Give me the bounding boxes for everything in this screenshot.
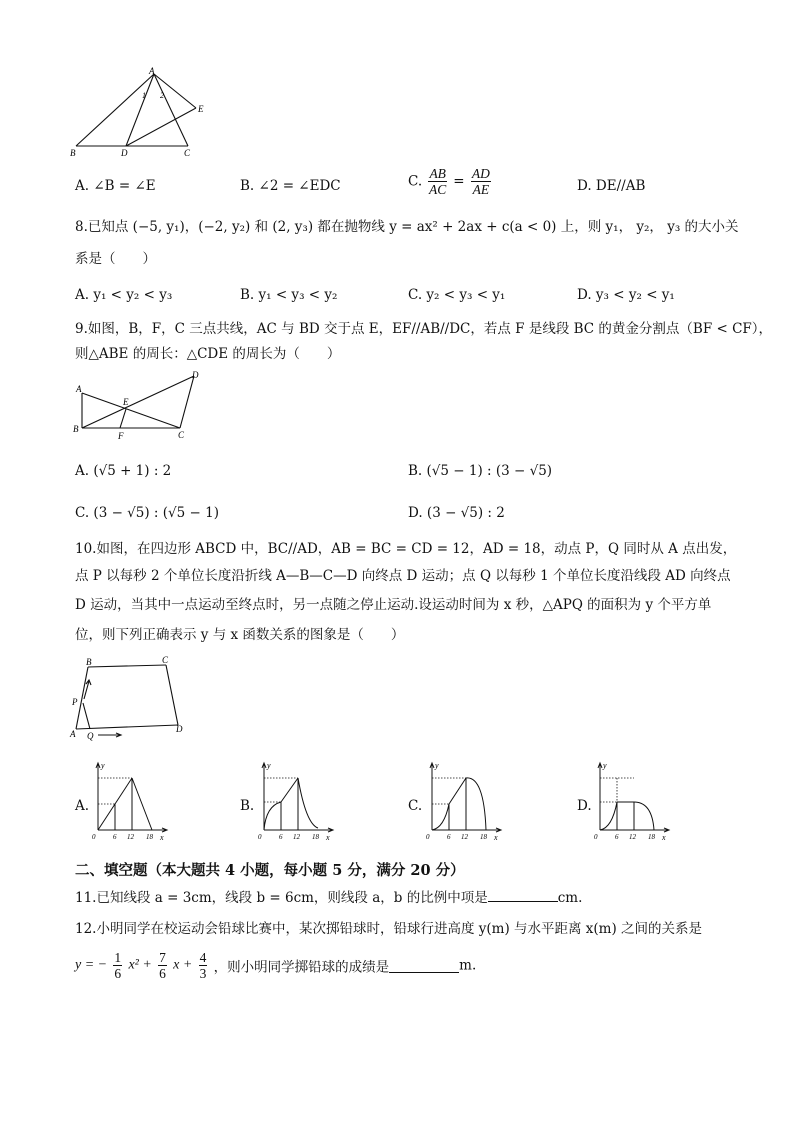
q7-option-c-frac2 xyxy=(471,166,491,197)
q10-graph-option-c-label[interactable]: C. xyxy=(408,798,423,814)
graph-x-label: x xyxy=(662,833,666,842)
graph-tick-12: 12 xyxy=(629,833,636,841)
q10-label-C: C xyxy=(162,655,169,665)
q8-stem-line2: 系是（ ） xyxy=(75,251,156,267)
q10-label-Q: Q xyxy=(87,731,94,741)
q12-eq-prefix: y = − xyxy=(75,957,108,973)
q7-label-2: 2 xyxy=(160,91,164,100)
q10-graph-option-d-label[interactable]: D. xyxy=(577,798,592,814)
q8-stem-line1: 8.已知点 (−5, y₁)，(−2, y₂) 和 (2, y₃) 都在抛物线 y = ax² + 2ax + c(a < 0) 上，则 y₁， y₂， y₃ 的大小关 xyxy=(75,219,739,235)
q9-label-A: A xyxy=(76,384,82,394)
q10-stem-line4: 位，则下列正确表示 y 与 x 函数关系的图象是（ ） xyxy=(75,627,405,643)
frac-num: 7 xyxy=(159,950,166,965)
q7-label-1: 1 xyxy=(142,91,146,100)
q9-figure xyxy=(72,368,202,443)
graph-tick-6: 6 xyxy=(113,833,117,841)
q9-option-c[interactable]: C. (3 − √5) : (√5 − 1) xyxy=(75,505,219,521)
q7-label-C: C xyxy=(184,148,191,158)
q8-option-b[interactable]: B. y₁ < y₃ < y₂ xyxy=(240,287,338,303)
q10-label-A: A xyxy=(70,729,76,739)
graph-tick-6: 6 xyxy=(279,833,283,841)
q10-label-P: P xyxy=(72,697,78,707)
q12-stem-line1: 12.小明同学在校运动会铅球比赛中，某次掷铅球时，铅球行进高度 y(m) 与水平距离 x(m) 之间的关系是 xyxy=(75,921,703,937)
frac-den: AC xyxy=(429,182,447,197)
q12-eq-mid2: x + xyxy=(173,957,193,973)
q9-stem-line1: 9.如图，B，F，C 三点共线，AC 与 BD 交于点 E，EF//AB//DC，若点 F 是线段 BC 的黄金分割点（BF < CF）， xyxy=(75,321,773,337)
graph-x-label: x xyxy=(494,833,498,842)
q12-frac-2 xyxy=(158,950,167,981)
q12-eq-mid1: x² + xyxy=(128,957,152,973)
q7-option-d[interactable]: D. DE//AB xyxy=(577,178,646,194)
q9-label-C: C xyxy=(178,430,185,440)
q7-label-B: B xyxy=(70,148,76,158)
q10-graph-c[interactable] xyxy=(422,758,504,844)
graph-tick-12: 12 xyxy=(127,833,134,841)
graph-tick-12: 12 xyxy=(461,833,468,841)
q7-label-D: D xyxy=(121,148,128,158)
q7-option-a[interactable]: A. ∠B = ∠E xyxy=(75,178,156,194)
q7-option-c-prefix: C. xyxy=(408,173,423,190)
q10-stem-line3: D 运动，当其中一点运动至终点时，另一点随之停止运动.设运动时间为 x 秒，△APQ 的面积为 y 个平方单 xyxy=(75,597,712,613)
q10-figure xyxy=(68,655,198,743)
graph-tick-0: 0 xyxy=(426,833,430,841)
graph-y-label: y xyxy=(603,761,607,770)
q9-option-b[interactable]: B. (√5 − 1) : (3 − √5) xyxy=(408,463,553,479)
q7-option-c[interactable] xyxy=(408,166,493,197)
graph-tick-6: 6 xyxy=(447,833,451,841)
q11-unit: cm. xyxy=(557,890,583,906)
graph-tick-0: 0 xyxy=(92,833,96,841)
q12-equation xyxy=(75,950,476,981)
graph-x-label: x xyxy=(160,833,164,842)
q7-label-A: A xyxy=(149,66,155,76)
graph-tick-18: 18 xyxy=(146,833,153,841)
q9-label-E: E xyxy=(123,397,129,407)
q10-graph-a[interactable] xyxy=(88,758,170,844)
q10-graph-b[interactable] xyxy=(254,758,336,844)
q11-answer-blank[interactable] xyxy=(488,887,558,902)
q8-option-c[interactable]: C. y₂ < y₃ < y₁ xyxy=(408,287,506,303)
graph-tick-18: 18 xyxy=(648,833,655,841)
q10-stem-line2: 点 P 以每秒 2 个单位长度沿折线 A—B—C—D 向终点 D 运动；点 Q 以每秒 1 个单位长度沿线段 AD 向终点 xyxy=(75,568,731,584)
q11-text: 11.已知线段 a = 3cm，线段 b = 6cm，则线段 a，b 的比例中项是 xyxy=(75,890,488,906)
frac-num: 1 xyxy=(114,950,122,965)
q12-frac-3 xyxy=(199,950,208,981)
q10-stem-line1: 10.如图，在四边形 ABCD 中，BC//AD，AB = BC = CD = 12，AD = 18，动点 P，Q 同时从 A 点出发， xyxy=(75,541,737,557)
q12-frac-1 xyxy=(113,950,122,981)
q10-graph-d[interactable] xyxy=(590,758,672,844)
q10-label-D: D xyxy=(176,724,183,734)
q12-unit: m. xyxy=(459,957,477,974)
frac-num: AD xyxy=(471,166,490,181)
q7-figure xyxy=(68,66,218,158)
frac-den: AE xyxy=(472,182,490,197)
q7-label-E: E xyxy=(198,104,204,114)
frac-num: 4 xyxy=(199,950,207,965)
q9-option-d[interactable]: D. (3 − √5) : 2 xyxy=(408,505,505,521)
graph-tick-6: 6 xyxy=(615,833,619,841)
q7-option-b[interactable]: B. ∠2 = ∠EDC xyxy=(240,178,341,194)
graph-tick-0: 0 xyxy=(594,833,598,841)
graph-tick-12: 12 xyxy=(293,833,300,841)
q9-label-B: B xyxy=(73,424,79,434)
graph-x-label: x xyxy=(326,833,330,842)
q8-option-d[interactable]: D. y₃ < y₂ < y₁ xyxy=(577,287,675,303)
q12-suffix: ，则小明同学掷铅球的成绩是 xyxy=(213,959,390,976)
q11 xyxy=(75,887,582,907)
q7-option-c-eq: = xyxy=(453,173,465,190)
graph-y-label: y xyxy=(101,761,105,770)
graph-tick-0: 0 xyxy=(258,833,262,841)
graph-y-label: y xyxy=(435,761,439,770)
frac-den: 3 xyxy=(199,966,207,981)
q10-graph-option-b-label[interactable]: B. xyxy=(240,798,255,814)
graph-y-label: y xyxy=(267,761,271,770)
q12-answer-blank[interactable] xyxy=(389,958,459,973)
frac-num: AB xyxy=(429,166,446,181)
graph-tick-18: 18 xyxy=(312,833,319,841)
graph-tick-18: 18 xyxy=(480,833,487,841)
frac-den: 6 xyxy=(114,966,122,981)
q10-label-B: B xyxy=(86,657,92,667)
frac-den: 6 xyxy=(159,966,166,981)
q10-graph-option-a-label[interactable]: A. xyxy=(75,798,90,814)
q8-option-a[interactable]: A. y₁ < y₂ < y₃ xyxy=(75,287,173,303)
q9-option-a[interactable]: A. (√5 + 1) : 2 xyxy=(75,463,172,479)
q9-label-F: F xyxy=(118,431,124,441)
q7-option-c-frac1 xyxy=(428,166,447,197)
section-title: 二、填空题（本大题共 4 小题，每小题 5 分，满分 20 分） xyxy=(75,862,465,879)
q9-stem-line2: 则△ABE 的周长：△CDE 的周长为（ ） xyxy=(75,346,341,362)
q9-label-D: D xyxy=(192,370,199,380)
